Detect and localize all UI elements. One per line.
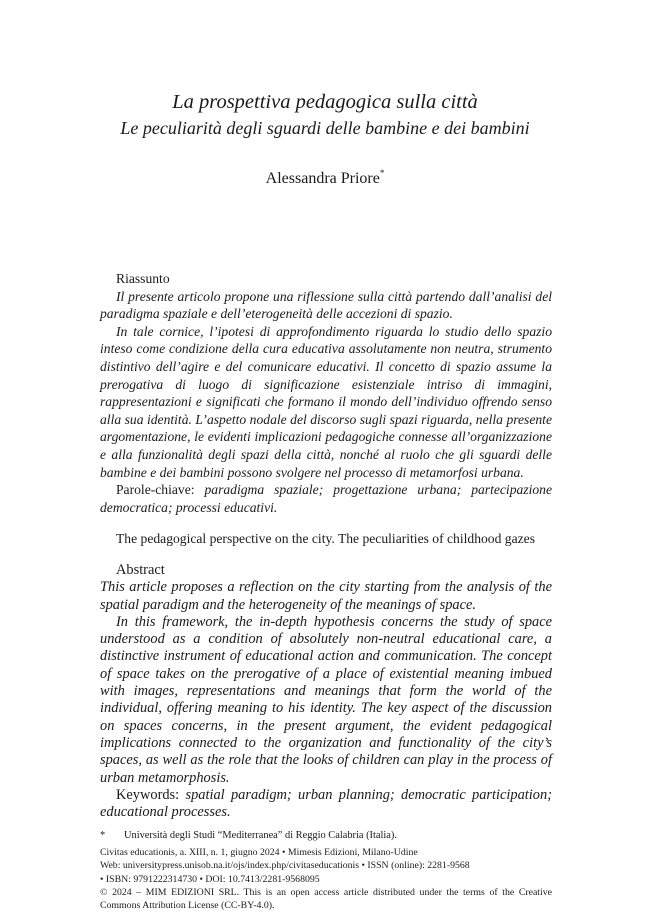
author-line <box>100 168 550 188</box>
italian-abstract-paragraph-1: Il presente articolo propone una riflessione sulla città partendo dall’analisi del paradigma spaziale e dell’eterogeneità delle accezioni di spazio. <box>100 288 552 322</box>
english-keywords-text: spatial paradigm; urban planning; democratic participation; educational processes. <box>100 786 552 821</box>
english-title <box>100 530 552 548</box>
english-abstract <box>100 562 552 821</box>
imprint-web-line: Web: universitypress.unisob.na.it/ojs/index.php/civitaseducationis • ISSN (online): 2281-9568 <box>100 860 470 872</box>
imprint-license-line: © 2024 – MIM EDIZIONI SRL. This is an open access article distributed under the terms of the Creative Commons Attribution License (CC-BY-4.0). <box>100 886 552 912</box>
english-keywords <box>100 787 552 822</box>
english-abstract-paragraph-1: This article proposes a reflection on the city starting from the analysis of the spatial paradigm and the heterogeneity of the meanings of space. <box>100 579 552 613</box>
affiliation-footnote <box>100 829 552 843</box>
italian-abstract <box>100 270 552 516</box>
article-title: La prospettiva pedagogica sulla città <box>172 91 478 113</box>
italian-keywords <box>100 481 552 516</box>
author-footnote-mark: * <box>379 168 385 178</box>
publication-imprint <box>100 846 552 912</box>
footnote-mark: * <box>100 830 106 841</box>
author-name: Alessandra Priore <box>265 170 380 187</box>
italian-keywords-text: paradigma spaziale; progettazione urbana; partecipazione democratica; processi educativi. <box>100 482 552 515</box>
imprint-isbn-line: • ISBN: 9791222314730 • DOI: 10.7413/2281-9568095 <box>100 873 320 885</box>
english-keywords-label: Keywords: <box>116 786 180 803</box>
italian-abstract-paragraph-2: In tale cornice, l’ipotesi di approfondimento riguarda lo studio dello spazio inteso come condizione della cura educativa assolutamente non neutra, strumento distintivo dell’agire e del comunicare educativi. Il concetto di spazio assume la prerogativa di luogo di significazione esistenziale intriso di immagini, rappresentazioni e significati che formano il mondo dell’individuo offrendo senso alla sua identità. L’aspetto nodale del discorso sugli spazi riguarda, nella presente argomentazione, le evidenti implicazioni pedagogiche connesse all’organizzazione e alla funzionalità degli spazi della città, nonché al ruolo che gli sguardi delle bambine e dei bambini possono svolgere nel processo di metamorfosi urbana. <box>100 323 552 480</box>
english-abstract-heading: Abstract <box>116 562 165 578</box>
imprint-journal-line: Civitas educationis, a. XIII, n. 1, giugno 2024 • Mimesis Edizioni, Milano-Udine <box>100 847 418 858</box>
footnote-text: Università degli Studi “Mediterranea” di Reggio Calabria (Italia). <box>124 830 397 841</box>
english-title-text: The pedagogical perspective on the city. The peculiarities of childhood gazes <box>116 531 535 546</box>
italian-keywords-label: Parole-chiave: <box>116 482 195 498</box>
article-subtitle: Le peculiarità degli sguardi delle bambine e dei bambini <box>120 118 530 138</box>
italian-abstract-heading: Riassunto <box>116 271 170 286</box>
english-abstract-paragraph-2: In this framework, the in-depth hypothesis concerns the study of space understood as a condition of absolutely non-neutral educational care, a distinctive instrument of educational action and communication. The concept of space takes on the prerogative of a place of existential meaning imbued with images, representations and meanings that form the world of the individual, offering meaning to his identity. The key aspect of the discussion on spaces concerns, in the present argument, the evident pedagogical implications connected to the organization and functionality of the city’s spaces, as well as the role that the looks of children can play in the process of urban metamorphosis. <box>100 613 552 786</box>
